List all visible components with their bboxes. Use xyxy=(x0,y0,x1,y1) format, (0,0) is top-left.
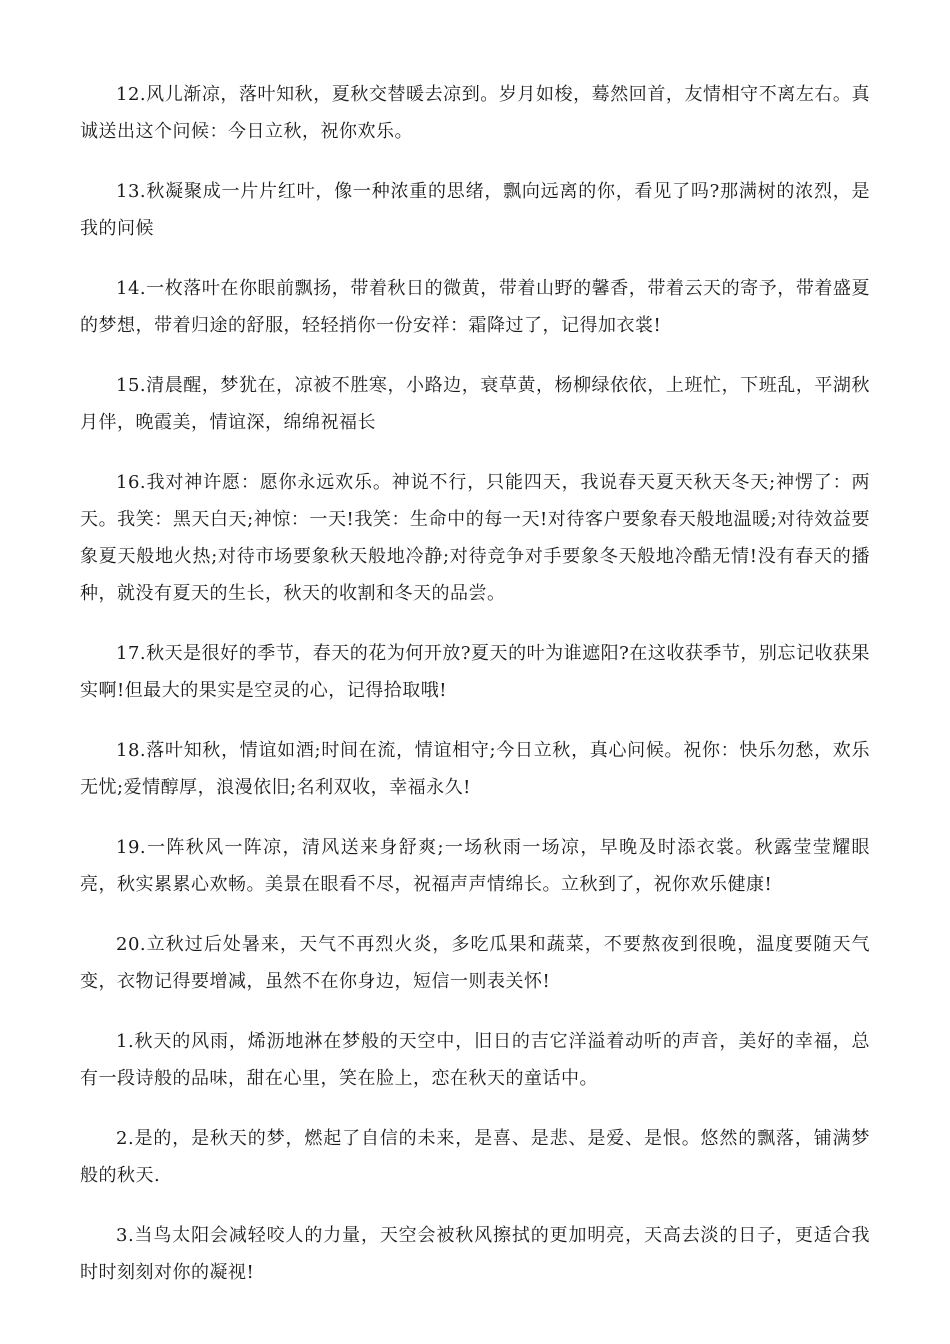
paragraph-13: 13.秋凝聚成一片片红叶，像一种浓重的思绪，飘向远离的你，看见了吗?那满树的浓烈，是我的问候 xyxy=(80,181,870,239)
paragraph-14: 14.一枚落叶在你眼前飘扬，带着秋日的微黄，带着山野的馨香，带着云天的寄予，带着盛夏的梦想，带着归途的舒服，轻轻捎你一份安祥：霜降过了，记得加衣裳! xyxy=(80,278,870,336)
paragraph-16: 16.我对神许愿：愿你永远欢乐。神说不行，只能四天，我说春天夏天秋天冬天;神愣了：两天。我笑：黑天白天;神惊：一天!我笑：生命中的每一天!对待客户要象春天般地温暖;对待效益要象夏天般地火热;对待市场要象秋天般地冷静;对待竞争对手要象冬天般地冷酷无情!没有春天的播种，就没有夏天的生长，秋天的收割和冬天的品尝。 xyxy=(80,472,870,604)
paragraph-20: 20.立秋过后处暑来，天气不再烈火炎，多吃瓜果和蔬菜，不要熬夜到很晚，温度要随天气变，衣物记得要增减，虽然不在你身边，短信一则表关怀! xyxy=(80,934,870,992)
paragraph-1: 1.秋天的风雨，烯沥地淋在梦般的天空中，旧日的吉它洋溢着动听的声音，美好的幸福，总有一段诗般的品味，甜在心里，笑在脸上，恋在秋天的童话中。 xyxy=(80,1031,870,1089)
paragraph-18: 18.落叶知秋，情谊如酒;时间在流，情谊相守;今日立秋，真心问候。祝你：快乐勿愁，欢乐无忧;爱情醇厚，浪漫依旧;名利双收，幸福永久! xyxy=(80,740,870,798)
paragraph-17: 17.秋天是很好的季节，春天的花为何开放?夏天的叶为谁遮阳?在这收获季节，别忘记收获果实啊!但最大的果实是空灵的心，记得拾取哦! xyxy=(80,643,870,701)
paragraph-15: 15.清晨醒，梦犹在，凉被不胜寒，小路边，衰草黄，杨柳绿依依，上班忙，下班乱，平湖秋月伴，晚霞美，情谊深，绵绵祝福长 xyxy=(80,375,870,433)
paragraph-19: 19.一阵秋风一阵凉，清风送来身舒爽;一场秋雨一场凉，早晚及时添衣裳。秋露莹莹耀眼亮，秋实累累心欢畅。美景在眼看不尽，祝福声声情绵长。立秋到了，祝你欢乐健康! xyxy=(80,837,870,895)
paragraph-2: 2.是的，是秋天的梦，燃起了自信的未来，是喜、是悲、是爱、是恨。悠然的飘落，铺满梦般的秋天. xyxy=(80,1128,870,1186)
paragraph-3: 3.当鸟太阳会减轻咬人的力量，天空会被秋风擦拭的更加明亮，天高去淡的日子，更适合我时时刻刻对你的凝视! xyxy=(80,1225,870,1283)
paragraph-12: 12.风儿渐凉，落叶知秋，夏秋交替暖去凉到。岁月如梭，蓦然回首，友情相守不离左右。真诚送出这个问候：今日立秋，祝你欢乐。 xyxy=(80,84,870,142)
document-body xyxy=(80,76,870,1314)
